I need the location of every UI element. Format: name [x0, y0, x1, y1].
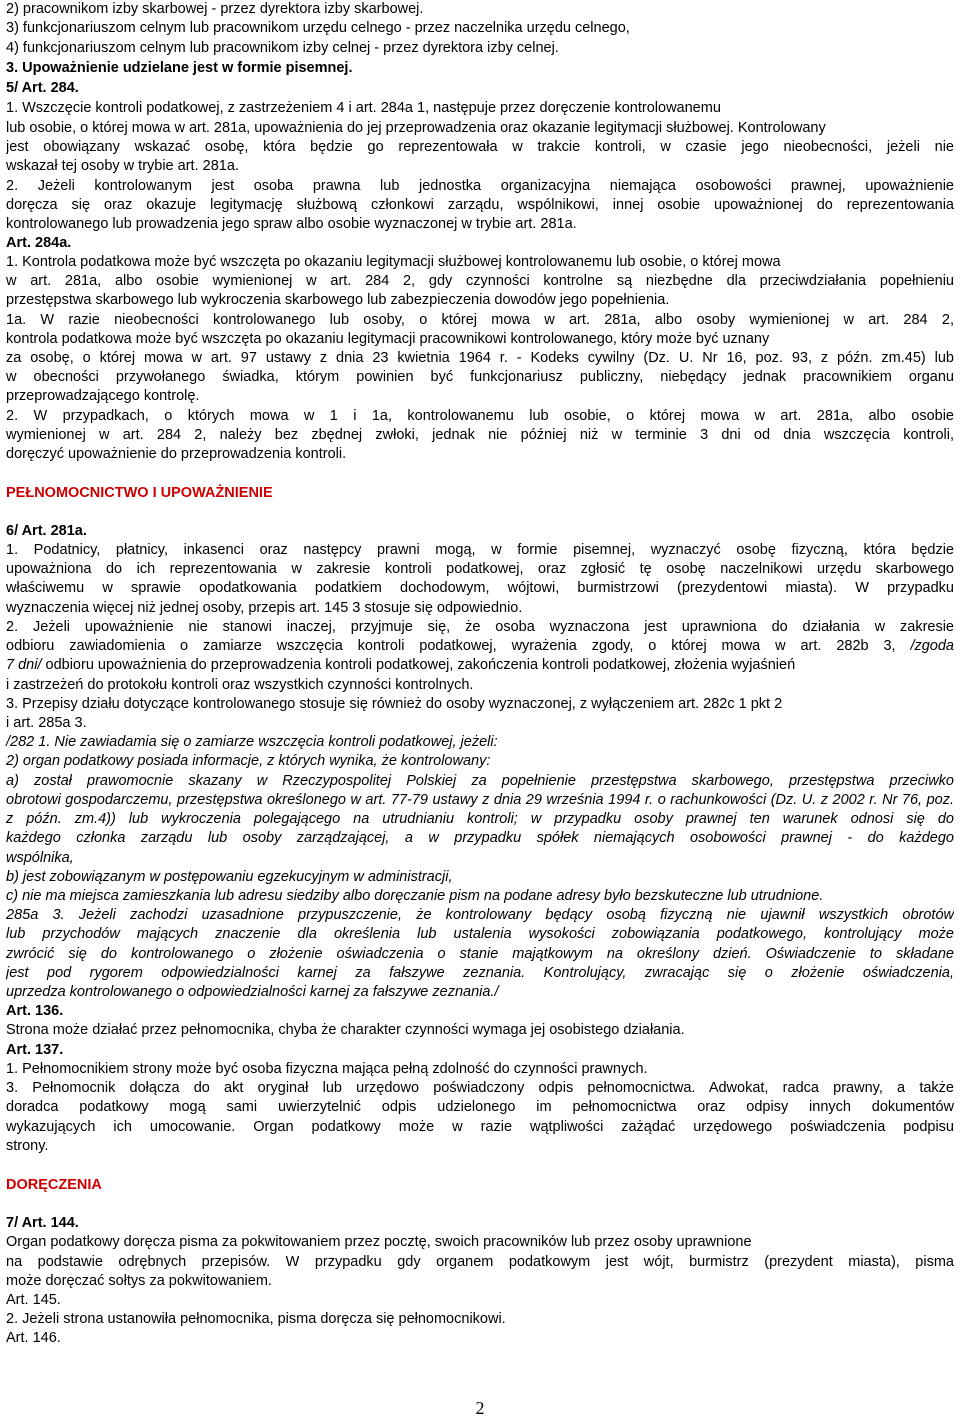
- text-line: i art. 285a 3.: [6, 715, 87, 731]
- italic-fragment: /zgoda: [910, 638, 954, 654]
- text-line: 2) organ podatkowy posiada informacje, z których wynika, że kontrolowany:: [6, 753, 491, 769]
- text-line: 2) pracownikom izby skarbowej - przez dyrektora izby skarbowej.: [6, 1, 424, 17]
- text-line: właściwemu w sprawie opodatkowania podatkiem dochodowym, wójtowi, burmistrzowi (prezydentowi miasta). W przypadku: [6, 580, 954, 596]
- article-heading: 5/ Art. 284.: [6, 80, 79, 96]
- article-heading: Art. 136.: [6, 1003, 64, 1019]
- text-line: za osobę, o której mowa w art. 97 ustawy z dnia 23 kwietnia 1964 r. - Kodeks cywilny (Dz. U. Nr 16, poz. 93, z późn. zm.45) lub: [6, 350, 954, 366]
- text-line: 285a 3. Jeżeli zachodzi uzasadnione przypuszczenie, że kontrolowany będący osobą fizyczną nie ujawnił wszystkich obrotów: [6, 907, 954, 923]
- text-line: 2. W przypadkach, o których mowa w 1 i 1a, kontrolowanemu lub osobie, o której mowa w art. 281a, albo osobie: [6, 408, 954, 424]
- text-line: doręczyć upoważnienie do przeprowadzenia kontroli.: [6, 446, 347, 462]
- text-line: a) został prawomocnie skazany w Rzeczypospolitej Polskiej za popełnienie przestępstwa skarbowego, przestępstwa przeciwko: [6, 773, 954, 789]
- text-line: 3) funkcjonariuszom celnym lub pracownikom urzędu celnego - przez naczelnika urzędu celnego,: [6, 20, 630, 36]
- text-line: 3. Pełnomocnik dołącza do akt oryginał lub urzędowo poświadczony odpis pełnomocnictwa. Adwokat, radca prawny, a także: [6, 1080, 954, 1096]
- text-line: jest obowiązany wskazać osobę, która będzie go reprezentowała w trakcie kontroli, w czasie jego nieobecności, jeżeli nie: [6, 139, 954, 155]
- text-line: może doręczać sołtys za pokwitowaniem.: [6, 1273, 272, 1289]
- text-line: odbioru zawiadomienia o zamiarze wszczęcia kontroli podatkowej, wyrażenia zgody, o której mowa w art. 282b 3, /zgoda: [6, 638, 954, 654]
- text-line: jest pod rygorem odpowiedzialności karnej za fałszywe zeznania. Kontrolujący, zwracając się o złożenie oświadczenia,: [6, 965, 954, 981]
- text-line: strony.: [6, 1138, 49, 1154]
- text-line: 1. Pełnomocnikiem strony może być osoba fizyczna mająca pełną zdolność do czynności prawnych.: [6, 1061, 648, 1077]
- section-heading: PEŁNOMOCNICTWO I UPOWAŻNIENIE: [6, 485, 273, 501]
- text-line: Art. 146.: [6, 1330, 61, 1346]
- article-heading: 3. Upoważnienie udzielane jest w formie pisemnej.: [6, 60, 353, 76]
- article-heading: Art. 137.: [6, 1042, 64, 1058]
- page-number: 2: [475, 1398, 485, 1418]
- text-line: b) jest zobowiązanym w postępowaniu egzekucyjnym w administracji,: [6, 869, 453, 885]
- text-line: 1a. W razie nieobecności kontrolowanego lub osoby, o której mowa w art. 281a, albo osoby wymienionej w art. 284 2,: [6, 312, 954, 328]
- text-line: 4) funkcjonariuszom celnym lub pracownikom izby celnej - przez dyrektora izby celnej.: [6, 40, 559, 56]
- section-heading: DORĘCZENIA: [6, 1177, 102, 1193]
- text-line: Art. 145.: [6, 1292, 61, 1308]
- text-line: wspólnika,: [6, 850, 74, 866]
- text-line: w obecności przywołanego świadka, którym powinien być funkcjonariusz publiczny, niebędący jednak pracownikiem organu: [6, 369, 954, 385]
- text-line: wykazujących ich umocowanie. Organ podatkowy może w razie wątpliwości zażądać urzędowego poświadczenia podpisu: [6, 1119, 954, 1135]
- text-line: w art. 281a, albo osobie wymienionej w art. 284 2, gdy czynności kontrolne są niezbędne dla przeciwdziałania popełnieniu: [6, 273, 954, 289]
- text-line: kontrolowanego lub prowadzenia jego spraw albo osobie wyznaczonej w trybie art. 281a.: [6, 216, 577, 232]
- text-line: kontrola podatkowa może być wszczęta po okazaniu legitymacji pracownikowi kontrolowanego, który może być uznany: [6, 331, 770, 347]
- text-line: 2. Jeżeli kontrolowanym jest osoba prawna lub jednostka organizacyjna niemająca osobowości prawnej, upoważnienie: [6, 178, 954, 194]
- article-heading: 7/ Art. 144.: [6, 1215, 79, 1231]
- text-line: 7 dni/ odbioru upoważnienia do przeprowadzenia kontroli podatkowej, zakończenia kontroli podatkowej, złożenia wyjaśnień: [6, 657, 796, 673]
- text-line: doradca podatkowy mogą sami uwierzytelnić odpis udzielonego im pełnomocnictwa oraz odpisy innych dokumentów: [6, 1099, 954, 1115]
- text-line: obrotowi gospodarczemu, przestępstwa określonego w art. 77-79 ustawy z dnia 29 września 1994 r. o rachunkowości (Dz. U. z 2002 r. Nr 76, poz.: [6, 792, 954, 808]
- text-line: 3. Przepisy działu dotyczące kontrolowanego stosuje się również do osoby wyznaczonej, z wyłączeniem art. 282c 1 pkt 2: [6, 696, 783, 712]
- text-line: lub osobie, o której mowa w art. 281a, upoważnienia do jej przeprowadzenia oraz okazanie legitymacji służbowej. Kontrolowany: [6, 120, 826, 136]
- text-line: 1. Wszczęcie kontroli podatkowej, z zastrzeżeniem 4 i art. 284a 1, następuje przez doręczenie kontrolowanemu: [6, 100, 721, 116]
- text-line: /282 1. Nie zawiadamia się o zamiarze wszczęcia kontroli podatkowej, jeżeli:: [6, 734, 498, 750]
- text-line: 1. Podatnicy, płatnicy, inkasenci oraz następcy prawni mogą, w formie pisemnej, wyznaczyć osobę fizyczną, która będzie: [6, 542, 954, 558]
- text-line: przeprowadzającego kontrolę.: [6, 388, 200, 404]
- text-line: i zastrzeżeń do protokołu kontroli oraz wszystkich czynności kontrolnych.: [6, 677, 474, 693]
- text-line: na podstawie odrębnych przepisów. W przypadku gdy organem podatkowym jest wójt, burmistrz (prezydent miasta), pisma: [6, 1254, 954, 1270]
- italic-fragment: 7 dni/: [6, 657, 42, 673]
- text-line: Organ podatkowy doręcza pisma za pokwitowaniem przez pocztę, swoich pracowników lub przez osoby uprawnione: [6, 1234, 752, 1250]
- text-line: z późn. zm.4)) lub wykroczenia polegającego na utrudnianiu kontroli; w przypadku osoby prawnej ten warunek odnosi się do: [6, 811, 954, 827]
- text-line: 1. Kontrola podatkowa może być wszczęta po okazaniu legitymacji służbowej kontrolowanemu lub osobie, o której mowa: [6, 254, 781, 270]
- article-heading: 6/ Art. 281a.: [6, 523, 87, 539]
- text-line: Strona może działać przez pełnomocnika, chyba że charakter czynności wymaga jej osobistego działania.: [6, 1022, 685, 1038]
- text-line: wyznaczenia więcej niż jednej osoby, przepis art. 145 3 stosuje się odpowiednio.: [6, 600, 523, 616]
- text-line: c) nie ma miejsca zamieszkania lub adresu siedziby albo doręczanie pism na podane adresy było bezskuteczne lub utrudnione.: [6, 888, 824, 904]
- text-line: wymienionej w art. 284 2, należy bez zbędnej zwłoki, jednak nie później niż w terminie 3 dni od dnia wszczęcia kontroli,: [6, 427, 954, 443]
- text-line: upoważniona do ich reprezentowania w zakresie kontroli podatkowej, oraz zgłosić tę osobę naczelnikowi urzędu skarbowego: [6, 561, 954, 577]
- text-line: uprzedza kontrolowanego o odpowiedzialności karnej za fałszywe zeznania./: [6, 984, 499, 1000]
- text-line: zwrócić się do kontrolowanego o złożenie oświadczenia o stanie majątkowym na określony dzień. Oświadczenie to składane: [6, 946, 954, 962]
- text-line: doręcza się oraz okazuje legitymację służbową członkowi zarządu, wspólnikowi, innej osobie upoważnionej do reprezentowania: [6, 197, 954, 213]
- text-line: wskazał tej osoby w trybie art. 281a.: [6, 158, 239, 174]
- text-line: każdego członka zarządu lub osoby zarządzającej, a w przypadku spółek niemających osobowości prawnej - do każdego: [6, 830, 954, 846]
- text-line: 2. Jeżeli strona ustanowiła pełnomocnika, pisma doręcza się pełnomocnikowi.: [6, 1311, 506, 1327]
- text-line: przestępstwa skarbowego lub wykroczenia skarbowego lub zabezpieczenia dowodów jego popełnienia.: [6, 292, 670, 308]
- text-line: 2. Jeżeli upoważnienie nie stanowi inaczej, przyjmuje się, że osoba wyznaczona jest uprawniona do działania w zakresie: [6, 619, 954, 635]
- article-heading: Art. 284a.: [6, 235, 72, 251]
- text-line: lub przychodów mających znaczenie dla określenia lub ustalenia wysokości zobowiązania podatkowego, kontrolujący może: [6, 926, 954, 942]
